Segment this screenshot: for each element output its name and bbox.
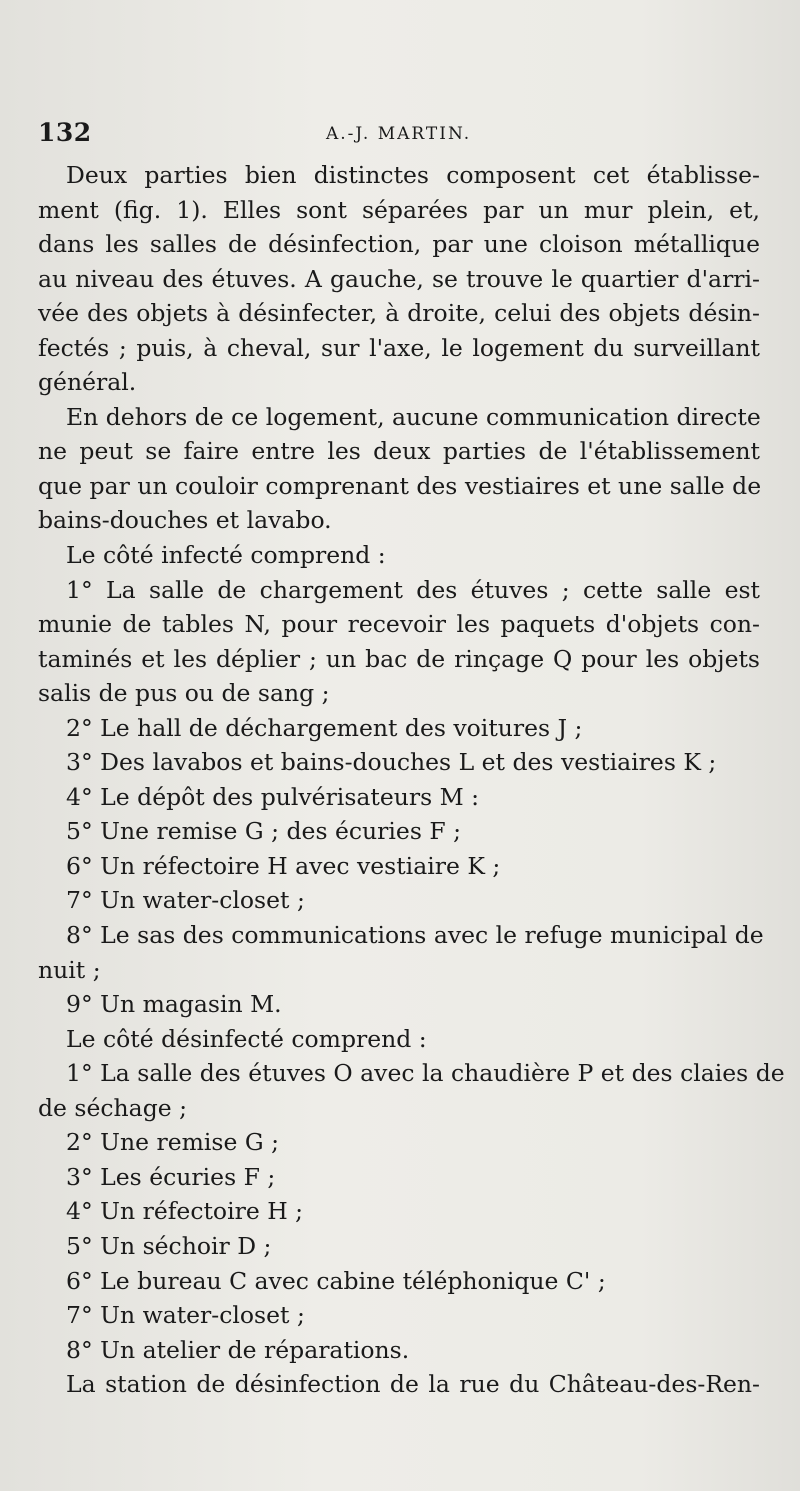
- text-line: bains-douches et lavabo.: [38, 506, 332, 535]
- text-line: 1° La salle de chargement des étuves ; cette salle est: [66, 575, 760, 604]
- text-line: de séchage ;: [38, 1093, 188, 1122]
- text-line: 6° Un réfectoire H avec vestiaire K ;: [66, 851, 501, 880]
- text-line: que par un couloir comprenant des vestiaires et une salle de: [38, 471, 762, 500]
- text-line: 2° Une remise G ;: [66, 1128, 280, 1157]
- text-line: 4° Le dépôt des pulvérisateurs M :: [66, 782, 480, 811]
- text-line: 3° Des lavabos et bains-douches L et des vestiaires K ;: [66, 748, 717, 777]
- text-line: 8° Le sas des communications avec le refuge municipal de: [66, 921, 764, 950]
- text-line: 8° Un atelier de réparations.: [66, 1335, 410, 1364]
- text-line: 3° Les écuries F ;: [66, 1162, 276, 1191]
- text-line: Le côté désinfecté comprend :: [66, 1024, 427, 1053]
- text-line: taminés et les déplier ; un bac de rinçage Q pour les objets: [38, 644, 760, 673]
- text-line: 1° La salle des étuves O avec la chaudière P et des claies de: [66, 1059, 785, 1088]
- running-head: A.-J. MARTIN.: [326, 124, 472, 144]
- page-header: [38, 118, 778, 154]
- text-line: 4° Un réfectoire H ;: [66, 1197, 304, 1226]
- text-line: 5° Une remise G ; des écuries F ;: [66, 817, 462, 846]
- text-line: 2° Le hall de déchargement des voitures J ;: [66, 713, 583, 742]
- text-line: au niveau des étuves. A gauche, se trouve le quartier d'arri-: [38, 264, 760, 293]
- text-line: La station de désinfection de la rue du Château-des-Ren-: [66, 1370, 760, 1399]
- text-line: ment (fig. 1). Elles sont séparées par un mur plein, et,: [38, 195, 760, 224]
- text-line: 7° Un water-closet ;: [66, 886, 305, 915]
- body-text: [38, 158, 785, 1402]
- text-line: ne peut se faire entre les deux parties de l'établissement: [38, 437, 760, 466]
- text-line: 7° Un water-closet ;: [66, 1301, 305, 1330]
- text-line: nuit ;: [38, 955, 101, 984]
- page-number: 132: [38, 118, 92, 147]
- text-line: Deux parties bien distinctes composent cet établisse-: [66, 161, 760, 189]
- text-line: En dehors de ce logement, aucune communication directe: [66, 402, 761, 431]
- text-line: munie de tables N, pour recevoir les paquets d'objets con-: [38, 610, 760, 639]
- text-line: 5° Un séchoir D ;: [66, 1231, 272, 1260]
- text-line: dans les salles de désinfection, par une cloison métallique: [38, 230, 760, 259]
- text-line: vée des objets à désinfecter, à droite, celui des objets désin-: [38, 299, 760, 328]
- text-line: 9° Un magasin M.: [66, 990, 282, 1019]
- text-line: général.: [38, 368, 137, 397]
- text-line: 6° Le bureau C avec cabine téléphonique C' ;: [66, 1266, 606, 1295]
- text-line: Le côté infecté comprend :: [66, 541, 386, 570]
- text-line: salis de pus ou de sang ;: [38, 679, 330, 708]
- text-line: fectés ; puis, à cheval, sur l'axe, le logement du surveillant: [38, 333, 760, 362]
